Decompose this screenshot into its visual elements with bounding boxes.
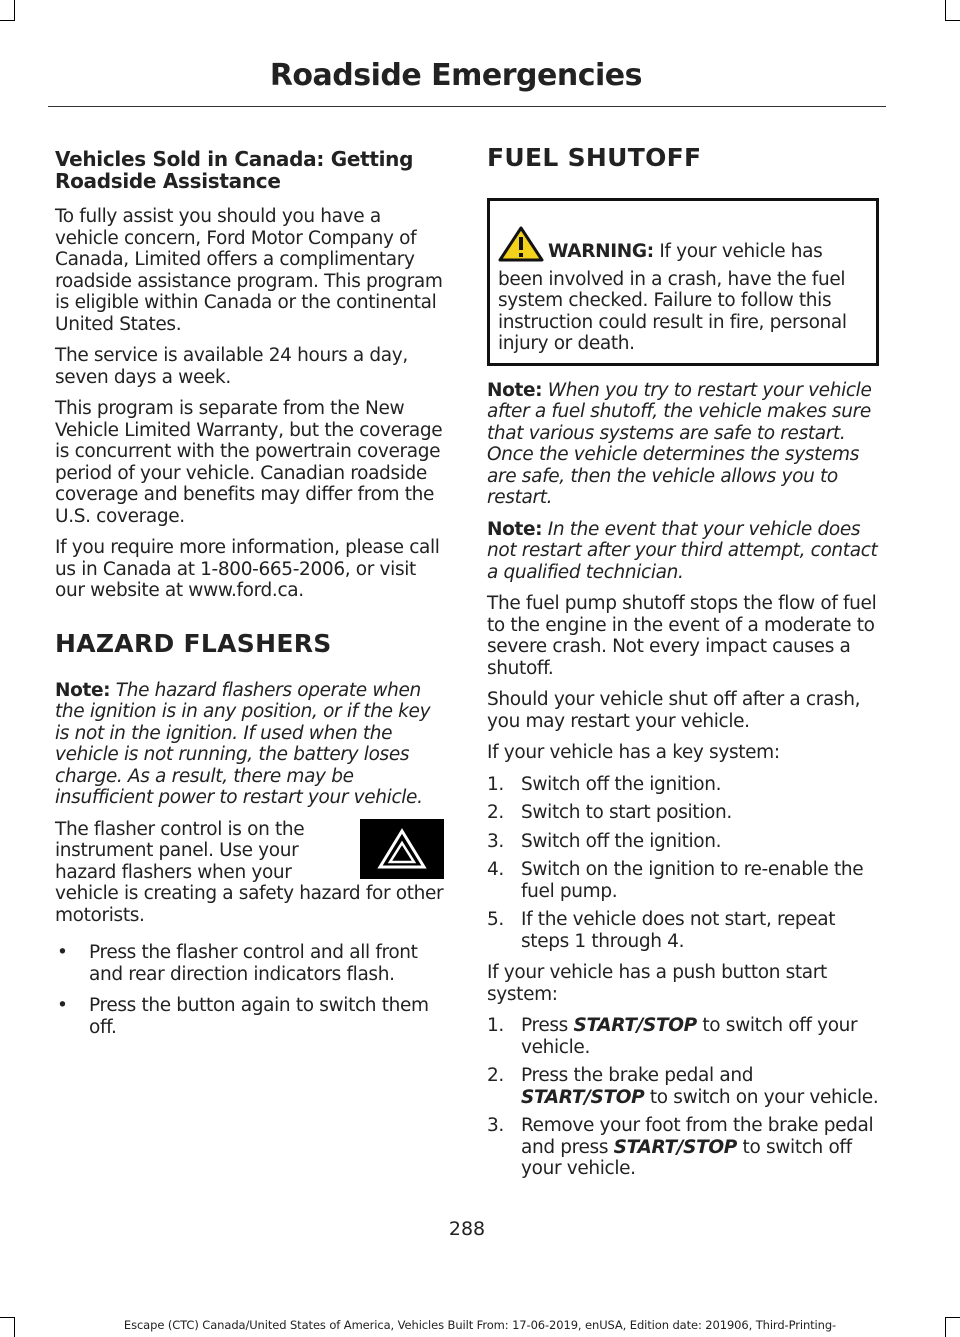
note [55,680,448,809]
note-text: When you try to restart your vehicle after a fuel shutoff, the vehicle makes sure that various systems are safe to restart. Once the vehicle determines the systems are safe, then the vehicle allows you to restart. [487,379,872,508]
step-text-post: to switch on your vehicle. [644,1086,879,1108]
step-text-pre: Press the brake pedal and [521,1065,754,1086]
note-label: Note: [487,379,543,401]
section-heading-fuel-shutoff: FUEL SHUTOFF [487,143,702,172]
list-item [55,942,448,985]
list-item [487,831,879,853]
list-item-text: Press the button again to switch them off. [89,995,429,1038]
push-button-steps [487,1015,879,1180]
step-text: Switch off the ignition. [521,773,722,795]
paragraph: The fuel pump shutoff stops the flow of fuel to the engine in the event of a moderate to severe crash. Not every impact causes a shutoff. [487,593,877,679]
step-text-pre: Remove your foot from the brake pedal and press [521,1115,874,1158]
paragraph: This program is separate from the New Vehicle Limited Warranty, but the coverage is concurrent with the powertrain coverage period of your vehicle. Canadian roadside coverage and benefits may differ from the U.S. coverage. [55,398,443,527]
hazard-triangle-icon [360,819,444,879]
warning-triangle-icon [498,225,544,269]
list-item [487,1115,879,1180]
list-item [487,802,879,824]
start-stop-label: START/STOP [573,1015,697,1036]
header-divider [48,106,886,107]
bullet-mark: • [57,995,68,1016]
paragraph: Should your vehicle shut off after a crash, you may restart your vehicle. [487,689,861,732]
note [487,380,879,509]
note-text: The hazard flashers operate when the ignition is in any position, or if the key is not in the ignition. If used when the vehicle is not running, the battery loses charge. As a result, there may be insufficient power to restart your vehicle. [55,679,431,808]
warning-label: WARNING: [548,241,654,262]
section-subheading: Vehicles Sold in Canada: Getting Roadside Assistance [55,147,414,193]
crop-mark [945,20,960,21]
paragraph: If you require more information, please call us in Canada at 1-800-665-2006, or visit our website at www.ford.ca. [55,537,440,601]
note-label: Note: [55,679,111,701]
paragraph: The flasher control is on the instrument panel. Use your hazard flashers when your vehicle is creating a safety hazard for other motorists. [55,818,444,926]
step-text: Switch off the ignition. [521,830,722,852]
start-stop-label: START/STOP [613,1136,738,1158]
step-text-pre: Press [521,1015,574,1036]
note-label: Note: [487,518,543,540]
list-item [487,774,879,796]
right-column [487,144,879,1190]
hazard-paragraph-block [55,819,448,927]
step-text-post: to switch off your vehicle. [521,1136,852,1179]
note-text: In the event that your vehicle does not restart after your third attempt, contact a qualified technician. [487,518,878,583]
step-number: 4. [487,859,504,880]
page-title: Roadside Emergencies [269,58,642,93]
bullet-list [55,942,448,1038]
page-number: 288 [448,1218,486,1240]
step-number: 1. [487,1015,504,1036]
key-system-steps [487,774,879,953]
crop-mark [0,20,15,21]
warning-text: If your vehicle has been involved in a crash, have the fuel system checked. Failure to follow this instruction could result in fire, personal injury or death. [498,241,847,354]
step-text: Switch on the ignition to re-enable the fuel pump. [521,859,864,902]
list-item [487,1065,879,1108]
crop-mark [945,0,946,20]
list-item [487,909,879,952]
paragraph: If your vehicle has a key system: [487,742,780,763]
step-text: If the vehicle does not start, repeat steps 1 through 4. [521,909,836,952]
step-number: 2. [487,802,504,823]
note [487,519,879,584]
list-item [487,859,879,902]
list-item-text: Press the flasher control and all front and rear direction indicators flash. [89,942,418,985]
step-number: 5. [487,909,504,930]
start-stop-label: START/STOP [521,1086,645,1108]
step-number: 3. [487,1115,504,1136]
paragraph: To fully assist you should you have a vehicle concern, Ford Motor Company of Canada, Limited offers a complimentary roadside assistance program. This program is eligible within Canada or the continental United States. [55,206,443,335]
list-item [55,995,448,1038]
step-number: 2. [487,1065,504,1086]
warning-box [487,198,879,366]
crop-mark [14,0,15,20]
step-number: 1. [487,773,504,795]
left-column [55,148,448,1048]
step-text-post: to switch off your vehicle. [521,1015,858,1058]
step-number: 3. [487,830,504,852]
paragraph: The service is available 24 hours a day, seven days a week. [55,345,408,388]
section-heading-hazard-flashers: HAZARD FLASHERS [55,628,332,658]
list-item [487,1015,879,1058]
paragraph: If your vehicle has a push button start system: [487,962,827,1005]
footer-edition-info: Escape (CTC) Canada/United States of America, Vehicles Built From: 17-06-2019, enUSA, Edition date: 201906, Third-Printing- [123,1318,837,1332]
step-text: Switch to start position. [521,802,732,823]
bullet-mark: • [57,942,68,963]
